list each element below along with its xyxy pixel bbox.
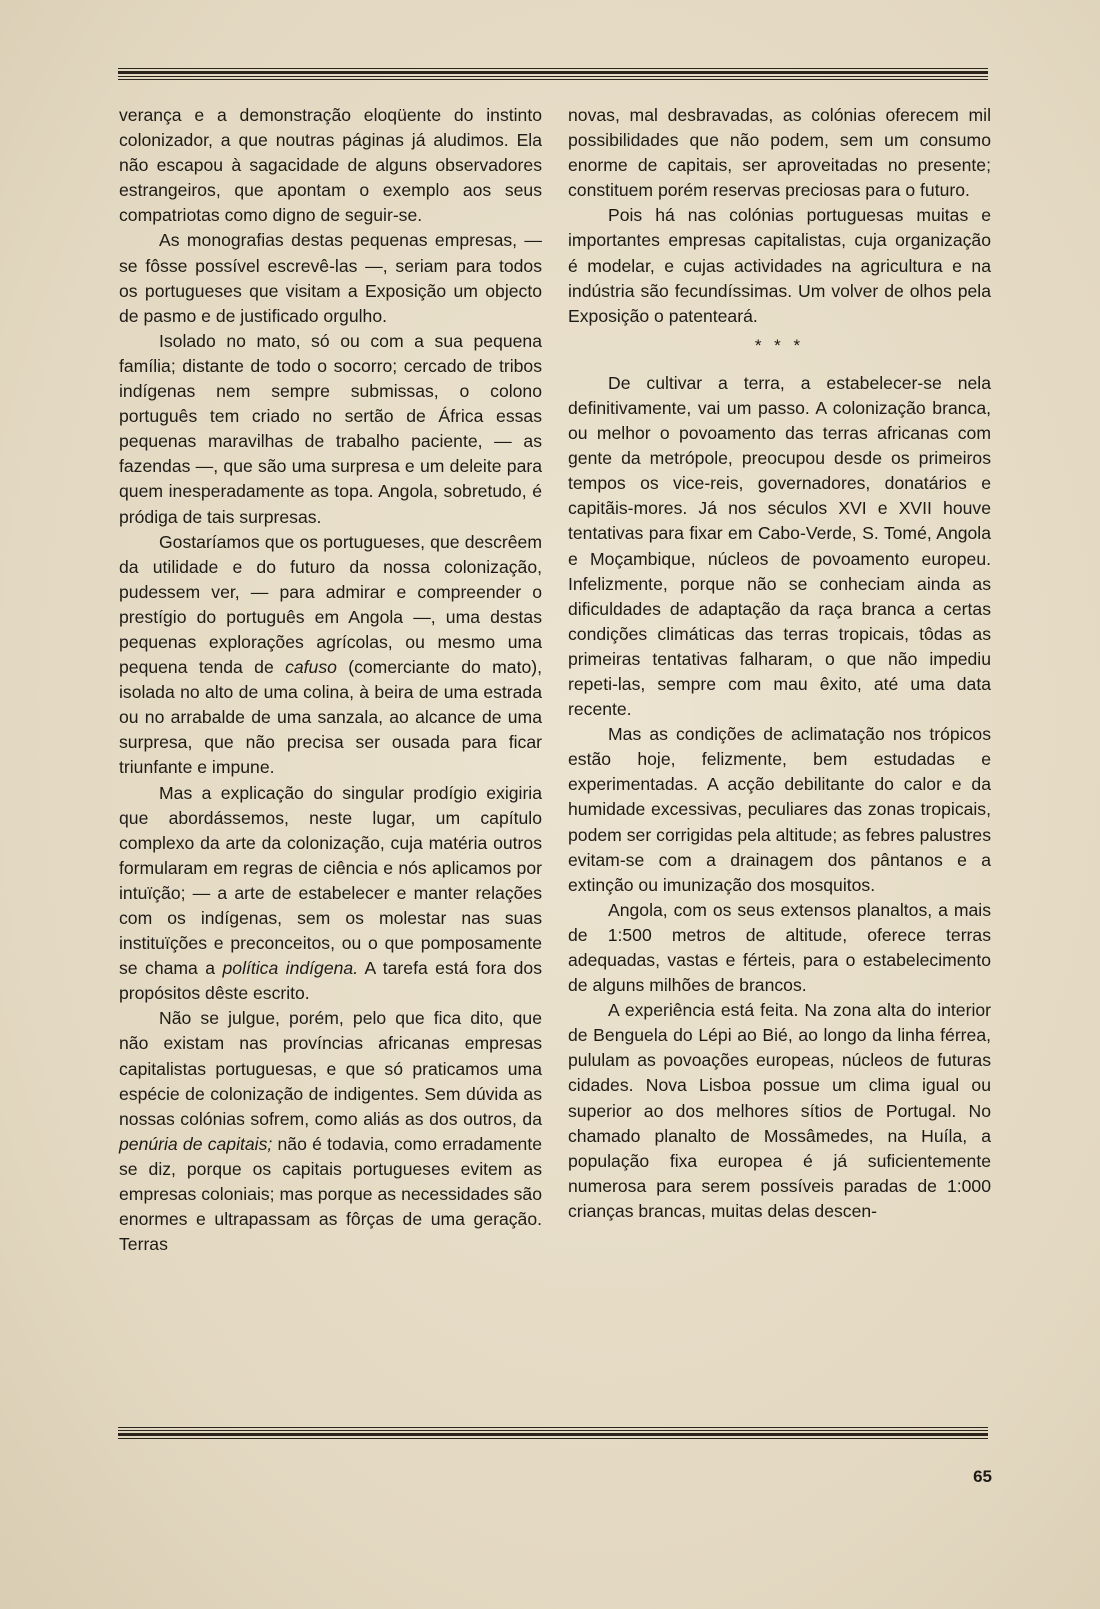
- paragraph: Mas a explicação do singular prodígio exigiria que abordássemos, neste lugar, um capítulo complexo da arte da colonização, cuja matéria outros formularam em regras de ciência e nós aplicamos por intuïção; — a arte de estabelecer e manter relações com os indígenas, sem os molestar nas suas instituïções e preconceitos, ou o que pomposamente se chama a política indígena. A tarefa está fora dos propósitos dêste escrito.: [119, 782, 542, 1004]
- paragraph: As monografias destas pequenas empresas, — se fôsse possível escrevê-las —, seriam para todos os portugueses que visitam a Exposição um objecto de pasmo e de justificado orgulho.: [119, 230, 542, 326]
- paragraph: De cultivar a terra, a estabelecer-se nela definitivamente, vai um passo. A colonização branca, ou melhor o povoamento das terras africanas com gente da metrópole, preocupou desde os primeiros tempos os vice-reis, governadores, donatários e capitãis-mores. Já nos séculos XVI e XVII houve tentativas para fixar em Cabo-Verde, S. Tomé, Angola e Moçambique, núcleos de povoamento europeu. Infelizmente, porque não se conheciam ainda as dificuldades de adaptação da raça branca a certas condições climáticas das terras tropicais, tôdas as primeiras tentativas falharam, o que não impediu repeti-las, sempre com mau êxito, até uma data recente.: [568, 372, 991, 720]
- paragraph: Não se julgue, porém, pelo que fica dito, que não existam nas províncias africanas empresas capitalistas portuguesas, e que só praticamos uma espécie de colonização de indigentes. Sem dúvida as nossas colónias sofrem, como aliás as dos outros, da penúria de capitais; não é todavia, como erradamente se diz, porque os capitais portugueses evitem as empresas coloniais; mas porque as necessidades são enormes e ultrapassam as fôrças de uma geração. Terras: [119, 1008, 542, 1255]
- paragraph: verança e a demonstração eloqüente do instinto colonizador, a que noutras páginas já aludimos. Ela não escapou à sagacidade de alguns observadores estrangeiros, que apontam o exemplo aos seus compatriotas como digno de seguir-se.: [119, 105, 542, 226]
- paragraph: novas, mal desbravadas, as colónias oferecem mil possibilidades que não podem, sem um consumo enorme de capitais, ser aproveitadas no presente; constituem porém reservas preciosas para o futuro.: [568, 105, 991, 201]
- italic-term: cafuso: [285, 657, 337, 678]
- header-rule: [118, 68, 988, 82]
- paragraph: Mas as condições de aclimatação nos trópicos estão hoje, felizmente, bem estudadas e experimentadas. A acção debilitante do calor e da humidade excessivas, peculiares das zonas tropicais, podem ser corrigidas pela altitude; as febres palustres evitam-se com a drainagem dos pântanos e a extinção ou imunização dos mosquitos.: [568, 724, 991, 895]
- left-column: [119, 103, 542, 1257]
- paragraph: Angola, com os seus extensos planaltos, a mais de 1:500 metros de altitude, oferece terras adequadas, vastas e férteis, para o estabelecimento de alguns milhões de brancos.: [568, 899, 991, 996]
- paragraph: Isolado no mato, só ou com a sua pequena família; distante de todo o socorro; cercado de tribos indígenas nem sempre submissas, o colono português tem criado no sertão de África essas pequenas maravilhas de trabalho paciente, — as fazendas —, que são uma surpresa e um deleite para quem inesperadamente as topa. Angola, sobretudo, é pródiga de tais surpresas.: [119, 330, 542, 527]
- page-number: 65: [973, 1467, 992, 1486]
- paragraph: A experiência está feita. Na zona alta do interior de Benguela do Lépi ao Bié, ao longo da linha férrea, pululam as povoações europeas, núcleos de futuras cidades. Nova Lisboa possue um clima igual ou superior ao dos melhores sítios de Portugal. No chamado planalto de Mossâmedes, na Huíla, a população fixa europea é já suficientemente numerosa para serem possíveis paradas de 1:000 crianças brancas, muitas delas descen-: [568, 1000, 991, 1221]
- section-break-asterism: * * *: [754, 335, 805, 355]
- right-column: [568, 103, 991, 1224]
- footer-rule: [118, 1427, 988, 1441]
- paragraph: Gostaríamos que os portugueses, que descrêem da utilidade e do futuro da nossa colonização, pudessem ver, — para admirar e compreender o prestígio do português em Angola —, uma destas pequenas explorações agrícolas, ou mesmo uma pequena tenda de cafuso (comerciante do mato), isolada no alto de uma colina, à beira de uma estrada ou no arrabalde de uma sanzala, ao alcance de uma surpresa, que não precisa ser ousada para ficar triunfante e impune.: [119, 531, 542, 778]
- paragraph: Pois há nas colónias portuguesas muitas e importantes empresas capitalistas, cuja organização é modelar, e cujas actividades na agricultura e na indústria são fecundíssimas. Um volver de olhos pela Exposição o patenteará.: [568, 205, 991, 326]
- italic-term: política indígena.: [222, 958, 359, 979]
- italic-term: penúria de capitais;: [119, 1133, 273, 1154]
